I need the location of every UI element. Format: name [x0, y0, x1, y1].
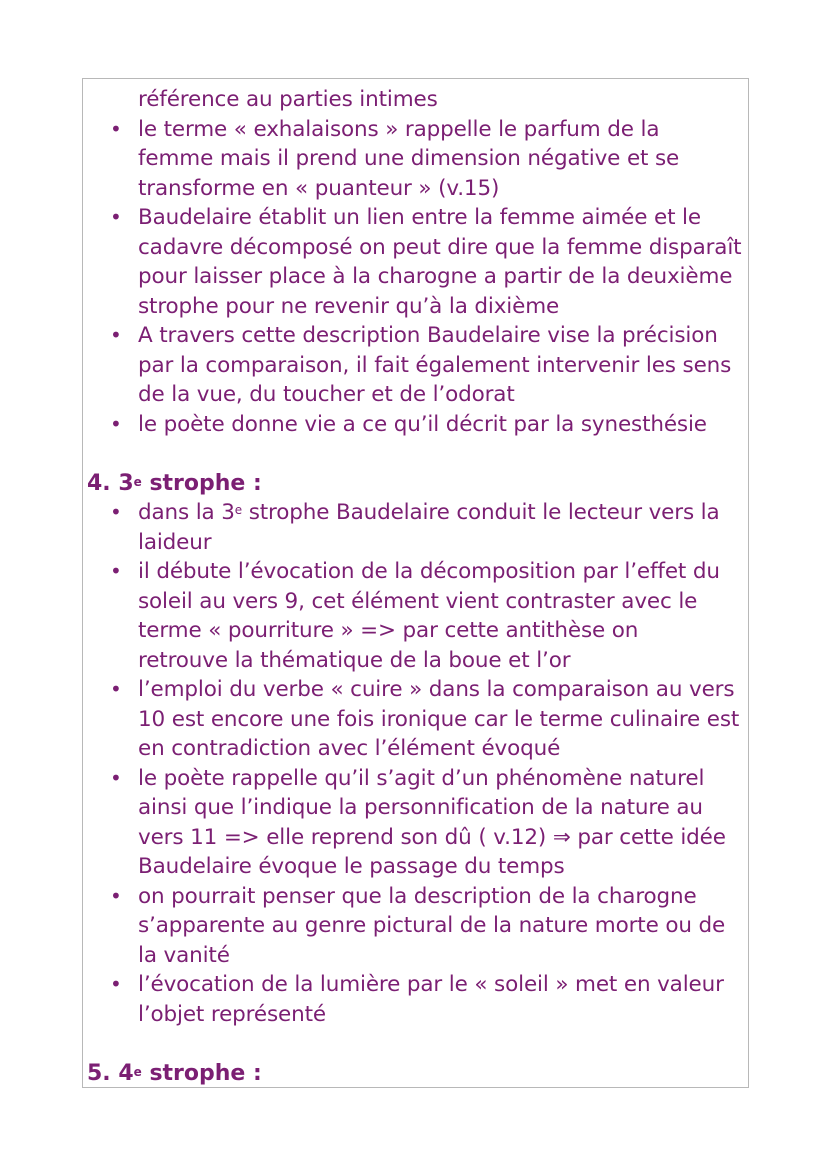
bullet-item-line: de la vue, du toucher et de l’odorat [138, 382, 515, 407]
section-heading-5: 5. 4e strophe : [87, 1060, 262, 1086]
bullet-item-line: laideur [138, 529, 212, 555]
bullet-item-line: le poète donne vie a ce qu’il décrit par la synesthésie [138, 411, 707, 437]
bullet-item-line: pour laisser place à la charogne a partir de la deuxième [138, 264, 733, 289]
document-content [83, 79, 748, 1087]
bullet-marker: • [110, 883, 122, 908]
paragraph-line: référence au parties intimes [138, 87, 438, 112]
bullet-marker: • [110, 323, 122, 347]
bullet-item-line: la vanité [138, 942, 230, 968]
bullet-item-line: retrouve la thématique de la boue et l’or [138, 647, 571, 673]
bullet-item-line: il débute l’évocation de la décomposition par l’effet du [138, 559, 720, 584]
bullet-item-line: terme « pourriture » => par cette antithèse on [138, 618, 639, 643]
bullet-item-line: strophe pour ne revenir qu’à la dixième [138, 293, 560, 319]
bullet-item-line: le terme « exhalaisons » rappelle le parfum de la [138, 116, 660, 142]
bullet-item-line: 10 est encore une fois ironique car le terme culinaire est [138, 706, 740, 732]
bullet-marker: • [110, 116, 122, 141]
document-frame [82, 78, 749, 1088]
bullet-item-line: s’apparente au genre pictural de la nature morte ou de [138, 913, 726, 938]
bullet-item-line: soleil au vers 9, cet élément vient contraster avec le [138, 588, 698, 614]
bullet-marker: • [110, 205, 122, 229]
bullet-marker: • [110, 411, 122, 436]
bullet-item-line: on pourrait penser que la description de la charogne [138, 883, 697, 909]
bullet-item-line: transforme en « puanteur » (v.15) [138, 175, 500, 201]
bullet-item-line: A travers cette description Baudelaire vise la précision [138, 323, 718, 348]
bullet-item-line: Baudelaire établit un lien entre la femme aimée et le [138, 205, 701, 230]
bullet-marker: • [110, 559, 122, 583]
bullet-item-line: ainsi que l’indique la personnification de la nature au [138, 795, 703, 820]
bullet-item-line: l’emploi du verbe « cuire » dans la comparaison au vers [138, 677, 735, 702]
bullet-marker: • [110, 500, 122, 524]
bullet-item-line: l’objet représenté [138, 1001, 326, 1027]
bullet-marker: • [110, 972, 122, 996]
bullet-item-line: l’évocation de la lumière par le « soleil » met en valeur [138, 972, 724, 997]
bullet-item-line: vers 11 => elle reprend son dû ( v.12) ⇒ par cette idée [138, 824, 726, 850]
bullet-item-line: le poète rappelle qu’il s’agit d’un phénomène naturel [138, 765, 705, 791]
bullet-item-line: femme mais il prend une dimension négative et se [138, 146, 680, 171]
bullet-item-line: Baudelaire évoque le passage du temps [138, 854, 565, 879]
bullet-item-line: dans la 3e strophe Baudelaire conduit le lecteur vers la [138, 500, 720, 525]
bullet-marker: • [110, 677, 122, 701]
bullet-item-line: cadavre décomposé on peut dire que la femme disparaît [138, 234, 742, 260]
bullet-item-line: par la comparaison, il fait également intervenir les sens [138, 352, 732, 378]
section-heading-4: 4. 3e strophe : [87, 470, 262, 496]
bullet-item-line: en contradiction avec l’élément évoqué [138, 736, 561, 761]
bullet-marker: • [110, 765, 122, 790]
